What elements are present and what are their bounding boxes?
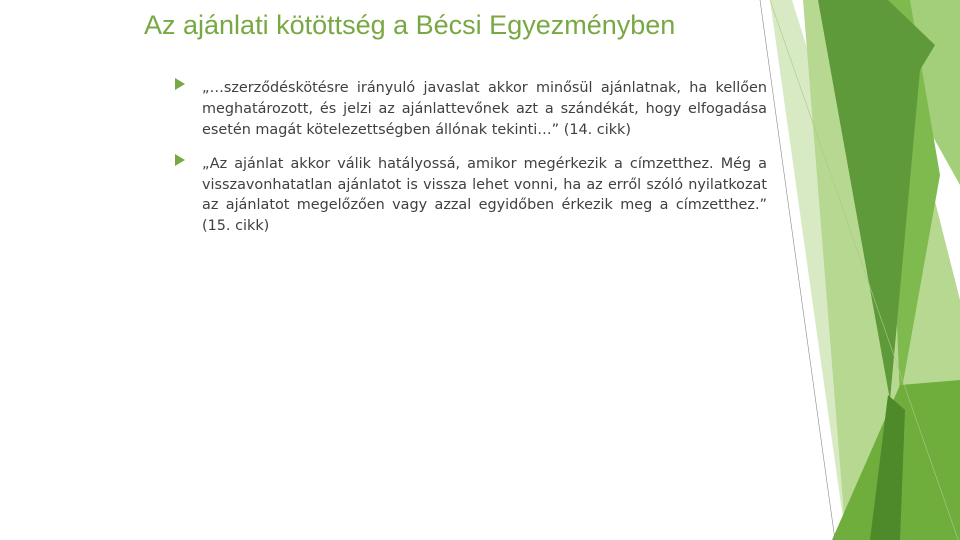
paragraph-text: „Az ajánlat akkor válik hatályossá, amikor megérkezik a címzetthez. Még a visszavonhatatlan ajánlatot is vissza lehet vonni, ha az erről szóló nyilatkozat az ajánlatot megelőzően vagy azzal egyidőben érkezik meg a címzetthez.” (15. cikk) <box>202 155 767 234</box>
bullet-paragraph-2 <box>175 154 767 236</box>
slide-title: Az ajánlati kötöttség a Bécsi Egyezményben <box>144 10 676 40</box>
bullet-marker <box>175 78 202 99</box>
bullet-marker <box>175 154 202 175</box>
slide-body <box>175 78 767 250</box>
paragraph-text: „…szerződéskötésre irányuló javaslat akkor minősül ajánlatnak, ha kellően meghatározott, és jelzi az ajánlattevőnek azt a szándékát, hogy elfogadása esetén magát kötelezettségben állónak tekinti…” (14. cikk) <box>202 80 767 138</box>
bullet-paragraph-1 <box>175 78 767 140</box>
